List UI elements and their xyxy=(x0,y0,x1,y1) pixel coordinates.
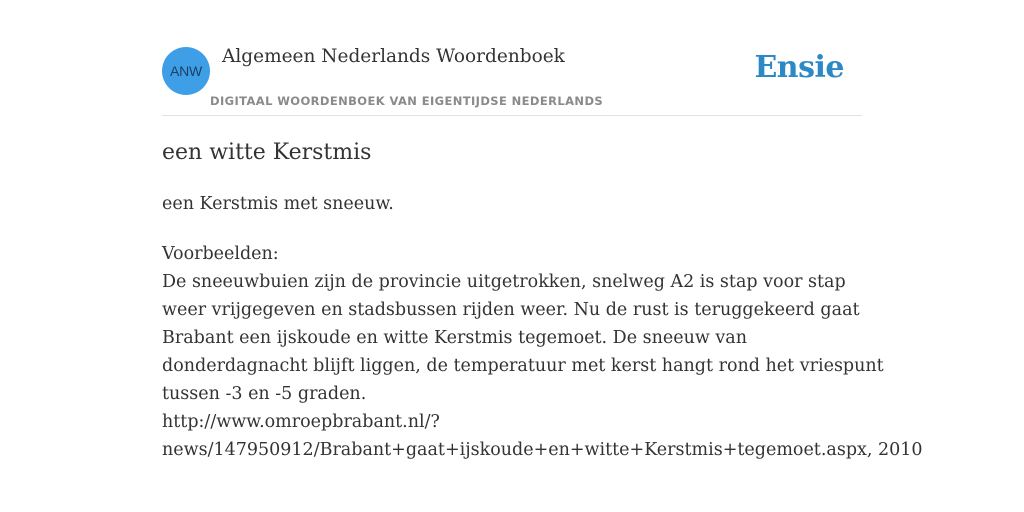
entry-definition: een Kerstmis met sneeuw. xyxy=(162,194,394,214)
ensie-logo[interactable]: Ensie xyxy=(754,50,844,85)
examples-label: Voorbeelden: xyxy=(162,244,279,264)
entry-term: een witte Kerstmis xyxy=(162,140,372,165)
example-line: donderdagnacht blijft liggen, de temperatuur met kerst hangt rond het vriespunt xyxy=(162,356,884,376)
dictionary-subtitle: DIGITAAL WOORDENBOEK VAN EIGENTIJDSE NEDERLANDS xyxy=(210,94,604,108)
example-line: weer vrijgegeven en stadsbussen rijden weer. Nu de rust is teruggekeerd gaat xyxy=(162,300,860,320)
entry-card xyxy=(162,0,923,512)
page-header xyxy=(162,0,862,116)
logo-text: ANW xyxy=(169,63,203,79)
dictionary-title[interactable]: Algemeen Nederlands Woordenboek xyxy=(222,46,565,67)
example-source-line: http://www.omroepbrabant.nl/? xyxy=(162,412,440,432)
example-line: De sneeuwbuien zijn de provincie uitgetrokken, snelweg A2 is stap voor stap xyxy=(162,272,846,292)
example-line: tussen -3 en -5 graden. xyxy=(162,384,367,404)
example-line: Brabant een ijskoude en witte Kerstmis tegemoet. De sneeuw van xyxy=(162,328,747,348)
example-source-line: news/147950912/Brabant+gaat+ijskoude+en+witte+Kerstmis+tegemoet.aspx, 2010 xyxy=(162,440,923,460)
examples-section xyxy=(162,240,923,464)
anw-logo[interactable] xyxy=(162,47,210,95)
